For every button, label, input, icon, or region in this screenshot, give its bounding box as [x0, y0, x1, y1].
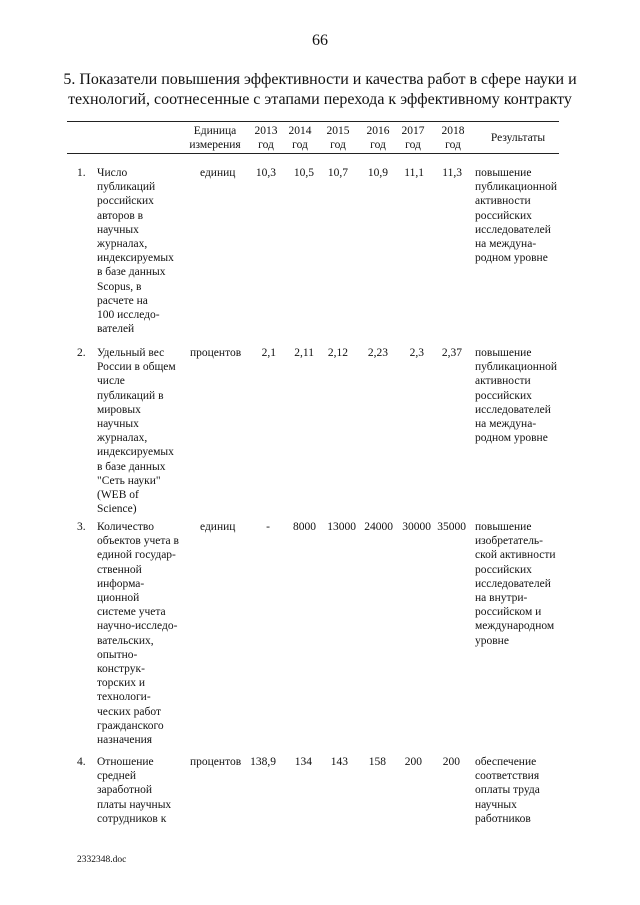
value-2016: 2,23 [367, 347, 388, 359]
value-2018: 35000 [437, 521, 466, 533]
row-number: 2. [77, 347, 86, 359]
column-header-2016: 2016 год [366, 125, 390, 151]
value-2018: 2,37 [441, 347, 462, 359]
row-result: повышение изобретатель- ской активности российских исследователей на внутри- российском и международном уровне [475, 521, 556, 647]
value-2013: 10,3 [255, 167, 276, 179]
row-unit: процентов [190, 347, 242, 359]
value-2015: 13000 [327, 521, 356, 533]
column-header-results: Результаты [490, 132, 546, 144]
value-2014: 8000 [293, 521, 316, 533]
row-number: 3. [77, 521, 86, 533]
row-unit: единиц [200, 521, 236, 533]
column-header-unit: Единица измерения [189, 125, 241, 151]
value-2018: 11,3 [442, 167, 462, 179]
value-2016: 24000 [364, 521, 393, 533]
column-header-2014: 2014 год [288, 125, 312, 151]
column-header-2017: 2017 год [401, 125, 425, 151]
column-header-2018: 2018 год [441, 125, 465, 151]
row-number: 4. [77, 756, 86, 768]
value-2016: 10,9 [367, 167, 388, 179]
value-2014: 10,5 [293, 167, 314, 179]
footer-filename: 2332348.doc [77, 855, 127, 865]
value-2015: 10,7 [327, 167, 348, 179]
value-2016: 158 [368, 756, 386, 768]
row-unit: единиц [200, 167, 236, 179]
row-indicator: Отношение средней заработной платы научных сотрудников к [97, 756, 172, 825]
row-indicator: Количество объектов учета в единой государ- ственной информа- ционной системе учета научно-исследо- вательских, опытно- конструк- торских и технологи- ческих работ гражданского назначения [97, 521, 179, 747]
row-indicator: Число публикаций российских авторов в научных журналах, индексируемых в базе данных Scopus, в расчете на 100 исследо- вателей [97, 167, 174, 336]
row-result: обеспечение соответствия оплаты труда научных работников [475, 756, 540, 825]
value-2013: 2,1 [261, 347, 276, 359]
value-2013: 138,9 [250, 756, 276, 768]
row-unit: процентов [190, 756, 242, 768]
heading-line-1: 5. Показатели повышения эффективности и качества работ в сфере науки и [63, 71, 577, 88]
row-result: повышение публикационной активности российских исследователей на междуна- родном уровне [475, 347, 557, 445]
value-2017: 200 [404, 756, 422, 768]
value-2014: 134 [294, 756, 312, 768]
value-2017: 2,3 [409, 347, 424, 359]
value-2014: 2,11 [294, 347, 314, 359]
row-indicator: Удельный вес России в общем числе публикаций в мировых научных журналах, индексируемых в базе данных "Сеть науки" (WEB of Science) [97, 347, 176, 516]
value-2017: 30000 [402, 521, 431, 533]
column-header-2015: 2015 год [326, 125, 350, 151]
value-2013: - [266, 521, 270, 533]
table-header-rule [67, 153, 559, 154]
value-2017: 11,1 [404, 167, 424, 179]
column-header-2013: 2013 год [254, 125, 278, 151]
value-2015: 143 [330, 756, 348, 768]
value-2018: 200 [442, 756, 460, 768]
row-number: 1. [77, 167, 86, 179]
table-top-rule [67, 121, 559, 122]
value-2015: 2,12 [327, 347, 348, 359]
section-heading [60, 70, 580, 110]
page-number: 66 [312, 32, 328, 49]
row-result: повышение публикационной активности российских исследователей на междуна- родном уровне [475, 167, 557, 265]
heading-line-2: технологий, соотнесенные с этапами перехода к эффективному контракту [68, 91, 572, 108]
